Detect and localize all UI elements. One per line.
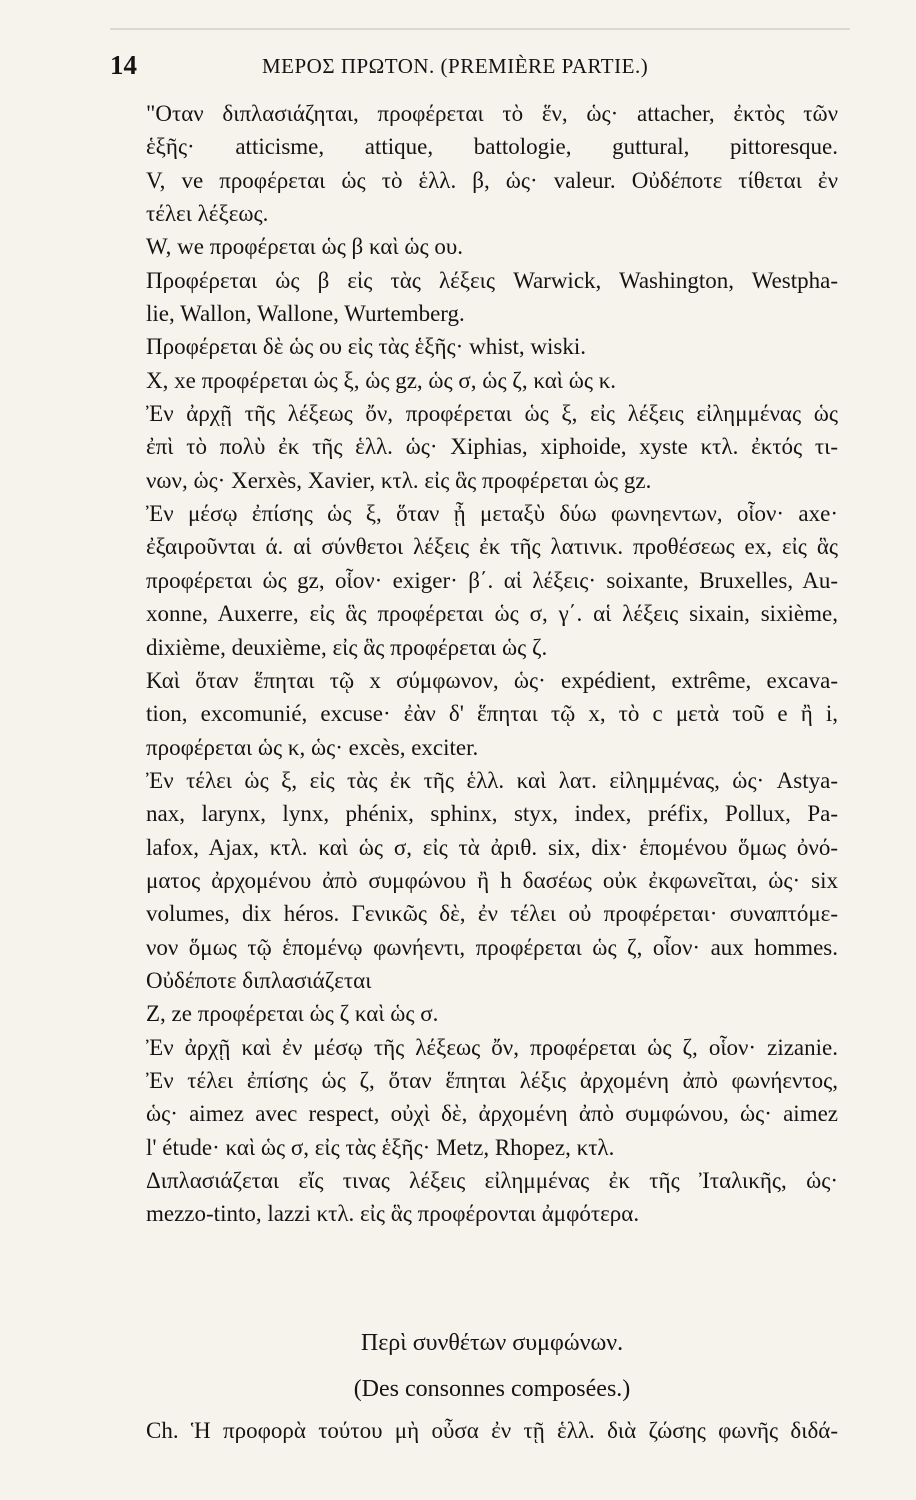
text-line: lafox, Ajax, κτλ. καὶ ὡς σ, εἰς τὰ ἀριθ. six, dix· ἑπομένου ὅμως ὀνό- (146, 834, 838, 860)
text-line: τέλει λέξεως. (146, 201, 269, 227)
text-line: Ἐν τέλει ὡς ξ, εἰς τὰς ἐκ τῆς ἑλλ. καὶ λατ. εἰλημμένας, ὡς· Astya- (146, 767, 838, 793)
text-line: mezzo-tinto, lazzi κτλ. εἰς ἃς προφέρονται ἀμφότερα. (146, 1201, 640, 1227)
page-header (110, 50, 850, 90)
text-line: volumes, dix héros. Γενικῶς δὲ, ἐν τέλει οὐ προφέρεται· συναπτόμε- (146, 901, 838, 927)
text-line: Οὐδέποτε διπλασιάζεται (146, 967, 372, 993)
text-line: Προφέρεται δὲ ὡς ου εἰς τὰς ἑξῆς· whist, wiski. (146, 334, 587, 360)
text-line: Καὶ ὅταν ἕπηται τῷ x σύμφωνον, ὡς· expédient, extrême, excava- (146, 667, 838, 693)
text-line: Προφέρεται ὡς β εἰς τὰς λέξεις Warwick, Washington, Westpha- (146, 267, 838, 293)
page-number: 14 (110, 50, 137, 80)
final-text-line: Ch. Ἡ προφορὰ τούτου μὴ οὖσα ἐν τῇ ἑλλ. διὰ ζώσης φωνῆς διδά- (146, 1418, 838, 1443)
text-line: ὡς· aimez avec respect, οὐχὶ δὲ, ἀρχομένη ἀπὸ συμφώνου, ὡς· aimez (146, 1101, 838, 1127)
text-line: Ἐν ἀρχῇ καὶ ἐν μέσῳ τῆς λέξεως ὄν, προφέρεται ὡς ζ, οἷον· zizanie. (146, 1034, 838, 1060)
section-heading-greek: Περὶ συνθέτων συμφώνων. (360, 1330, 624, 1356)
section-heading-french: (Des consonnes composées.) (353, 1376, 631, 1402)
text-line: Z, ze προφέρεται ὡς ζ καὶ ὡς σ. (146, 1001, 439, 1027)
text-line: dixième, deuxième, εἰς ἃς προφέρεται ὡς ζ. (146, 634, 548, 660)
text-line: "Οταν διπλασιάζηται, προφέρεται τὸ ἕν, ὡς· attacher, ἐκτὸς τῶν (146, 101, 838, 126)
text-line: nax, larynx, lynx, phénix, sphinx, styx, index, préfix, Pollux, Pa- (146, 801, 838, 827)
text-line: xonne, Auxerre, εἰς ἃς προφέρεται ὡς σ, γ΄. αἱ λέξεις sixain, sixième, (146, 601, 838, 627)
text-line: ἑξῆς· atticisme, attique, battologie, guttural, pittoresque. (146, 134, 838, 160)
text-line: ματος ἀρχομένου ἀπὸ συμφώνου ἢ h δασέως οὐκ ἐκφωνεῖται, ὡς· six (146, 867, 838, 893)
text-line: νον ὅμως τῷ ἑπομένῳ φωνήεντι, προφέρεται ὡς ζ, οἷον· aux hommes. (146, 934, 838, 960)
running-head: ΜΕΡΟΣ ΠΡΩΤΟΝ. (PREMIÈRE PARTIE.) (262, 54, 649, 78)
body-text (146, 97, 838, 1231)
text-line: W, we προφέρεται ὡς β καὶ ὡς ου. (146, 234, 464, 260)
text-line: προφέρεται ὡς κ, ὡς· excès, exciter. (146, 734, 479, 760)
text-line: lie, Wallon, Wallone, Wurtemberg. (146, 301, 465, 327)
text-line: νων, ὡς· Xerxès, Xavier, κτλ. εἰς ἃς προφέρεται ὡς gz. (146, 467, 652, 493)
text-line: l' étude· καὶ ὡς σ, εἰς τὰς ἑξῆς· Metz, Rhopez, κτλ. (146, 1134, 615, 1160)
bleed-through-line (110, 28, 850, 30)
text-line: προφέρεται ὡς gz, οἷον· exiger· β΄. αἱ λέξεις· soixante, Bruxelles, Au- (146, 567, 838, 593)
text-line: Ἐν ἀρχῇ τῆς λέξεως ὄν, προφέρεται ὡς ξ, εἰς λέξεις εἰλημμένας ὡς (146, 401, 838, 427)
text-line: tion, excomunié, excuse· ἐὰν δ' ἕπηται τῷ x, τὸ c μετὰ τοῦ e ἢ i, (146, 701, 838, 727)
text-line: V, ve προφέρεται ὡς τὸ ἑλλ. β, ὡς· valeur. Οὐδέποτε τίθεται ἐν (146, 167, 838, 193)
text-line: Ἐν τέλει ἐπίσης ὡς ζ, ὅταν ἕπηται λέξις ἀρχομένη ἀπὸ φωνήεντος, (146, 1067, 838, 1093)
text-line: Διπλασιάζεται εἴς τινας λέξεις εἰλημμένας ἐκ τῆς Ἰταλικῆς, ὡς· (146, 1168, 838, 1193)
text-line: ἐπὶ τὸ πολὺ ἐκ τῆς ἑλλ. ὡς· Xiphias, xiphoide, xyste κτλ. ἐκτός τι- (146, 434, 838, 460)
text-line: Ἐν μέσῳ ἐπίσης ὡς ξ, ὅταν ᾖ μεταξὺ δύω φωνηεντων, οἷον· axe· (146, 501, 838, 527)
text-line: X, xe προφέρεται ὡς ξ, ὡς gz, ὡς σ, ὡς ζ, καὶ ὡς κ. (146, 367, 617, 393)
text-line: ἐξαιροῦνται ά. αἱ σύνθετοι λέξεις ἐκ τῆς λατινικ. προθέσεως ex, εἰς ἃς (146, 534, 838, 560)
